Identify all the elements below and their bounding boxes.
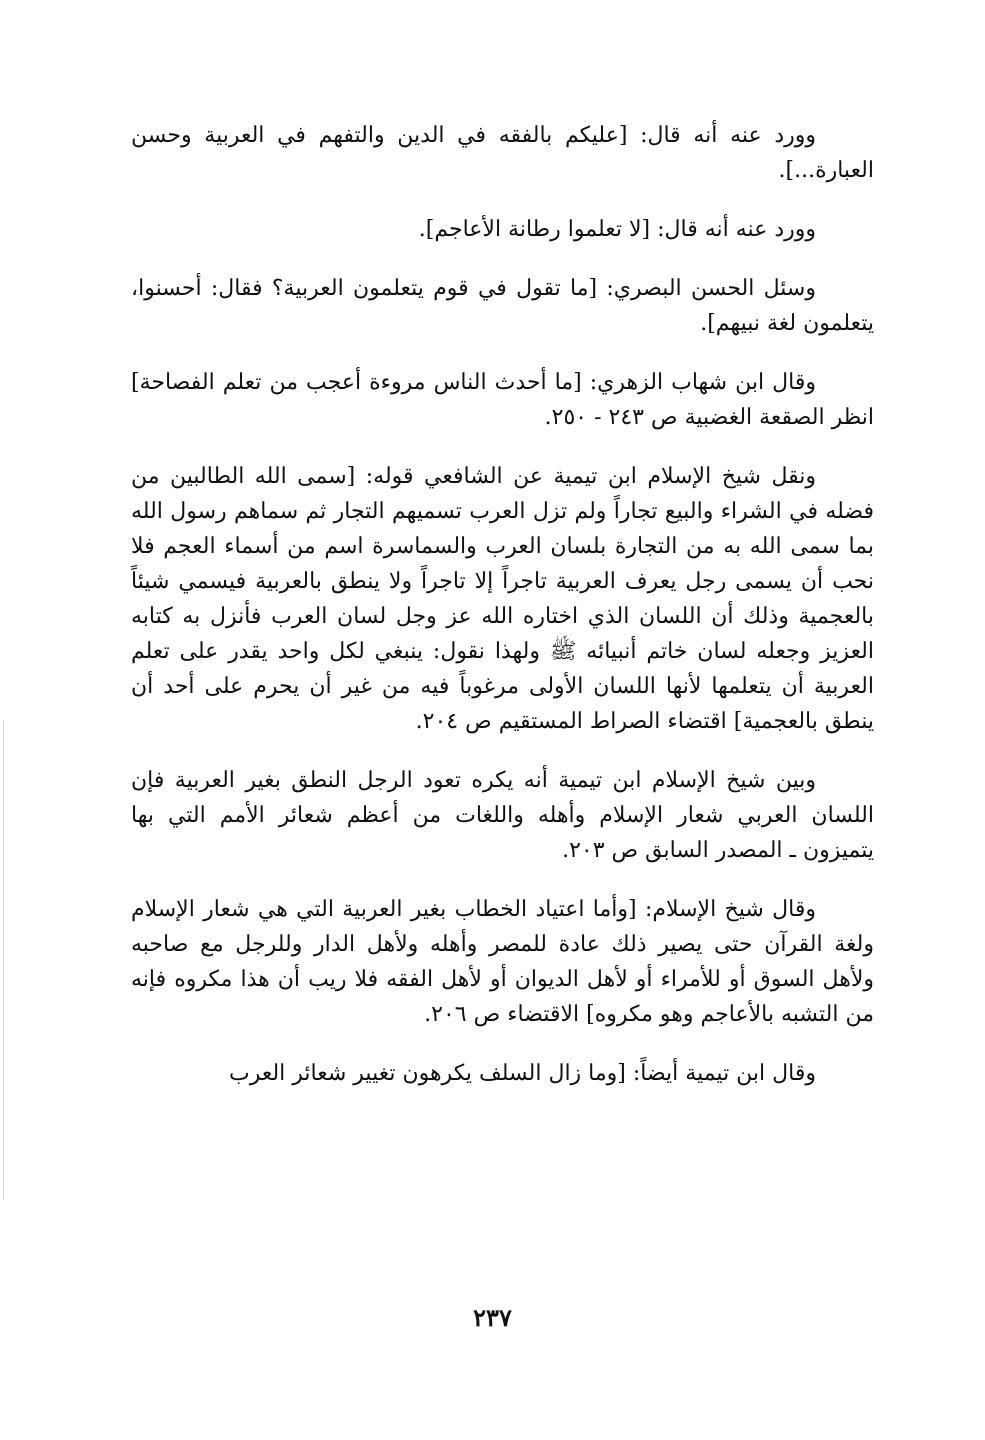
- paragraph-8: وقال ابن تيمية أيضاً: [وما زال السلف يكرهون تغيير شعائر العرب: [229, 1061, 816, 1086]
- paragraph-5: ونقل شيخ الإسلام ابن تيمية عن الشافعي قوله: [سمى الله الطالبين من فضله في الشراء والبيع تجاراً ولم تزل العرب تسميهم التجار ثم سماهم رسول الله بما سمى الله به من التجارة بلسان العرب والسماسرة اسم من أسماء العجم فلا نحب أن يسمى رجل يعرف العربية تاجراً إلا تاجراً ولا ينطق بالعربية فيسمي شيئاً بالعجمية وذلك أن اللسان الذي اختاره الله عز وجل لسان العرب فأنزل به كتابه العزيز وجعله لسان خاتم أنبيائه ﷺ ولهذا نقول: ينبغي لكل واحد يقدر على تعلم العربية أن يتعلمها لأنها اللسان الأولى مرغوباً فيه من غير أن يحرم على أحد أن ينطق بالعجمية] اقتضاء الصراط المستقيم ص ٢٠٤.: [131, 464, 874, 734]
- paragraph-6: وبين شيخ الإسلام ابن تيمية أنه يكره تعود الرجل النطق بغير العربية فإن اللسان العربي شعار الإسلام وأهله واللغات من أعظم شعائر الأمم التي بها يتميزون ـ المصدر السابق ص ٢٠٣.: [131, 768, 874, 863]
- paragraph-7: وقال شيخ الإسلام: [وأما اعتياد الخطاب بغير العربية التي هي شعار الإسلام ولغة القرآن حتى يصير ذلك عادة للمصر وأهله ولأهل الدار وللرجل مع صاحبه ولأهل السوق أو للأمراء أو لأهل الديوان أو لأهل الفقه فلا ريب أن هذا مكروه فإنه من التشبه بالأعاجم وهو مكروه] الاقتضاء ص ٢٠٦.: [131, 897, 874, 1027]
- paragraph-2: وورد عنه أنه قال: [لا تعلموا رطانة الأعاجم].: [418, 217, 816, 242]
- page-number: ٢٣٧: [473, 1303, 512, 1332]
- paragraph-3: وسئل الحسن البصري: [ما تقول في قوم يتعلمون العربية؟ فقال: أحسنوا، يتعلمون لغة نبيهم].: [131, 276, 874, 336]
- paragraph-4: وقال ابن شهاب الزهري: [ما أحدث الناس مروءة أعجب من تعلم الفصاحة] انظر الصقعة الغضبية ص ٢٤٣ - ٢٥٠.: [131, 370, 874, 430]
- scan-edge-line: [3, 720, 4, 1200]
- paragraph-1: وورد عنه أنه قال: [عليكم بالفقه في الدين والتفهم في العربية وحسن العبارة...].: [131, 123, 874, 183]
- page-body-text: [131, 118, 874, 1115]
